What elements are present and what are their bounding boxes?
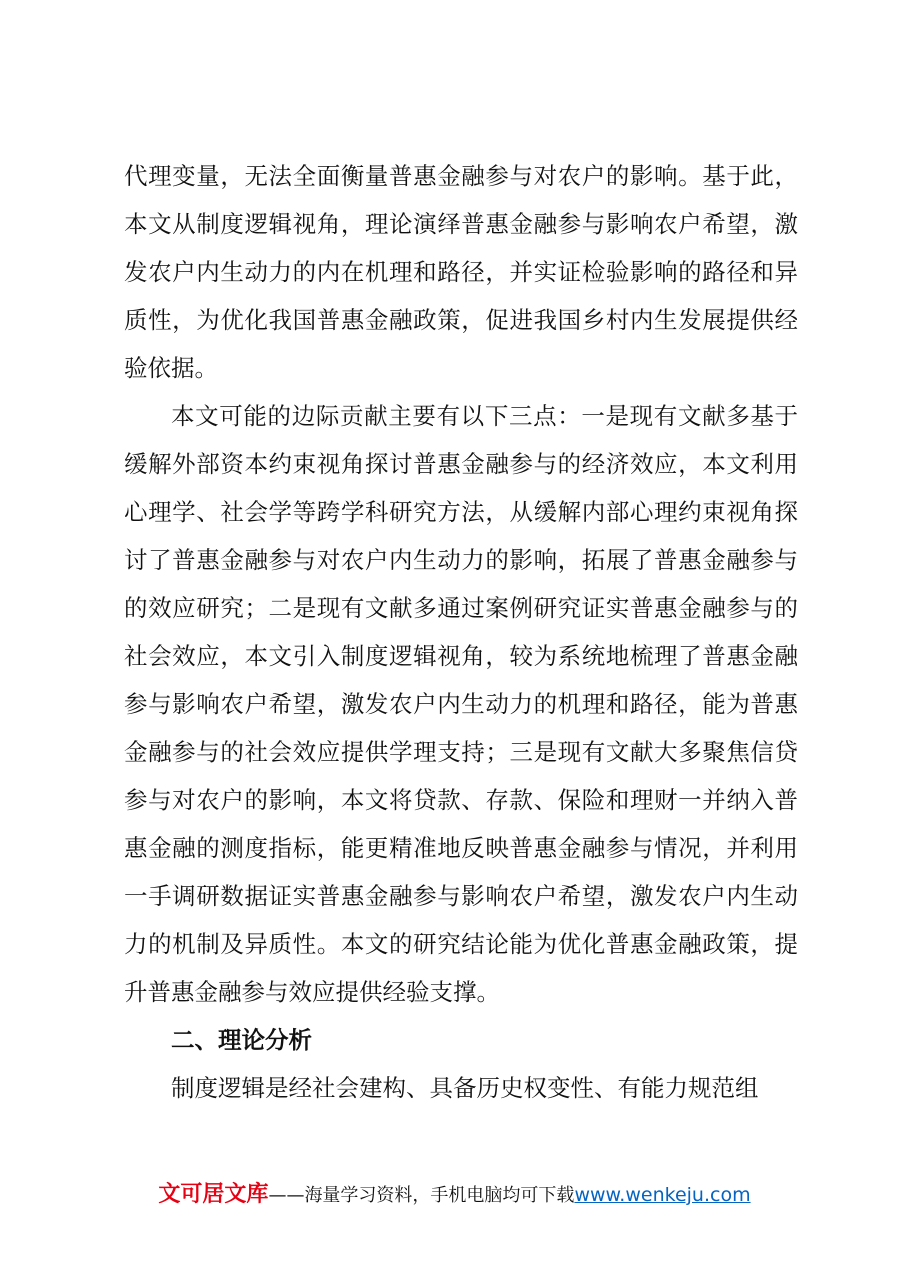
section-heading: 二、理论分析 (171, 1026, 312, 1054)
footer-tagline: ——海量学习资料，手机电脑均可下载 (268, 1185, 575, 1206)
paragraph-contributions: 本文可能的边际贡献主要有以下三点：一是现有文献多基于缓解外部资本约束视角探讨普惠金融参与的经济效应，本文利用心理学、社会学等跨学科研究方法，从缓解内部心理约束视角探讨了普惠金融参与对农户内生动力的影响，拓展了普惠金融参与的效应研究；二是现有文献多通过案例研究证实普惠金融参与的社会效应，本文引入制度逻辑视角，较为系统地梳理了普惠金融参与影响农户希望，激发农户内生动力的机理和路径，能为普惠金融参与的社会效应提供学理支持；三是现有文献大多聚焦信贷参与对农户的影响，本文将贷款、存款、保险和理财一并纳入普惠金融的测度指标，能更精准地反映普惠金融参与情况，并利用一手调研数据证实普惠金融参与影响农户希望，激发农户内生动力的机制及异质性。本文的研究结论能为优化普惠金融政策，提升普惠金融参与效应提供经验支撑。 (124, 402, 798, 1006)
paragraph-theory-start: 制度逻辑是经社会建构、具备历史权变性、有能力规范组 (171, 1074, 759, 1102)
footer-brand: 文可居文库 (158, 1182, 269, 1207)
paragraph-continuation: 代理变量，无法全面衡量普惠金融参与对农户的影响。基于此，本文从制度逻辑视角，理论演绎普惠金融参与影响农户希望，激发农户内生动力的内在机理和路径，并实证检验影响的路径和异质性，为优化我国普惠金融政策，促进我国乡村内生发展提供经验依据。 (124, 162, 798, 382)
document-body (124, 152, 798, 1112)
footer-banner (0, 1178, 909, 1213)
footer-site-link[interactable]: www.wenkeju.com (574, 1184, 751, 1206)
